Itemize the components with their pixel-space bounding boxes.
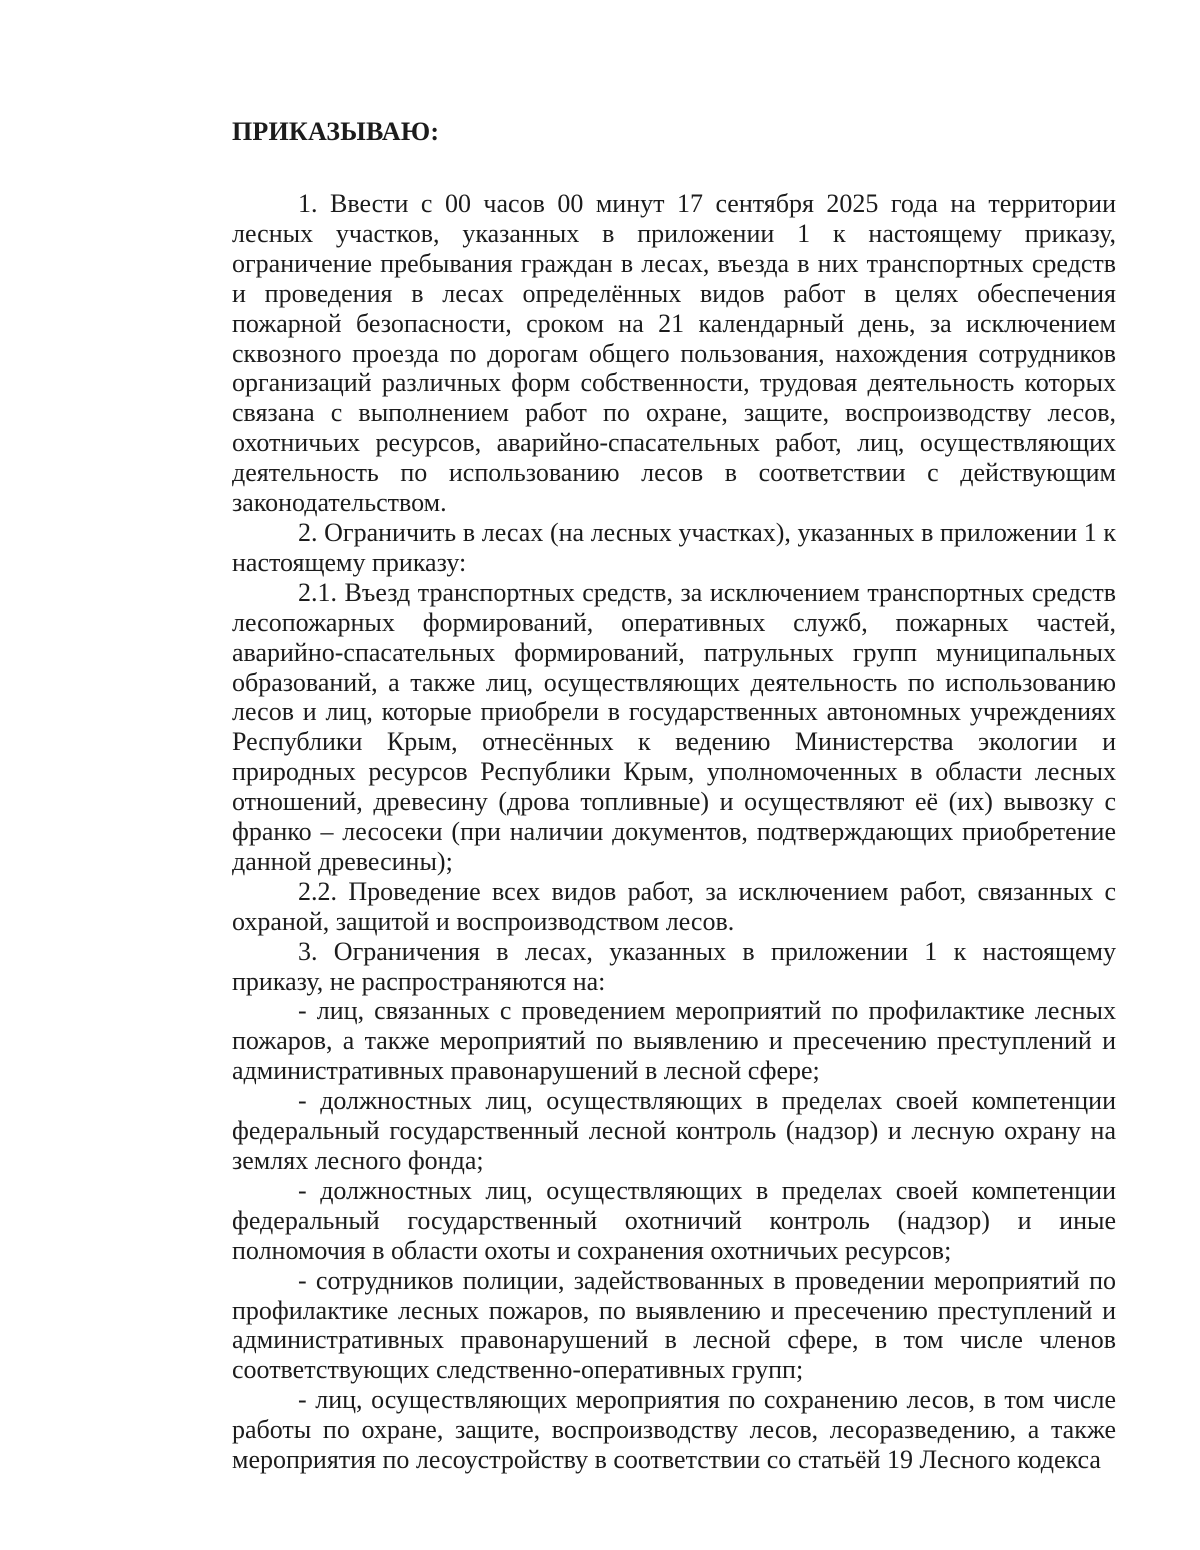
exception-item-4: - сотрудников полиции, задействованных в проведении мероприятий по профилактике лесных пожаров, по выявлению и пресечению преступлений и административных правонарушений в лесной сфере, в том числе членов соответствующих следственно-оперативных групп; (232, 1265, 1116, 1385)
paragraph-3: 3. Ограничения в лесах, указанных в приложении 1 к настоящему приказу, не распространяются на: (232, 936, 1116, 996)
exception-item-1: - лиц, связанных с проведением мероприятий по профилактике лесных пожаров, а также мероприятий по выявлению и пресечению преступлений и административных правонарушений в лесной сфере; (232, 996, 1116, 1086)
exception-item-3: - должностных лиц, осуществляющих в пределах своей компетенции федеральный государственный охотничий контроль (надзор) и иные полномочия в области охоты и сохранения охотничьих ресурсов; (232, 1175, 1116, 1265)
paragraph-2-1: 2.1. Въезд транспортных средств, за исключением транспортных средств лесопожарных формирований, оперативных служб, пожарных частей, аварийно-спасательных формирований, патрульных групп муниципальных образований, а также лиц, осуществляющих деятельность по использованию лесов и лиц, которые приобрели в государственных автономных учреждениях Республики Крым, отнесённых к ведению Министерства экологии и природных ресурсов Республики Крым, уполномоченных в области лесных отношений, древесину (дрова топливные) и осуществляют её (их) вывозку с франко – лесосеки (при наличии документов, подтверждающих приобретение данной древесины); (232, 577, 1116, 876)
document-body (232, 117, 1116, 1475)
paragraph-2: 2. Ограничить в лесах (на лесных участках), указанных в приложении 1 к настоящему приказу: (232, 517, 1116, 577)
exception-item-2: - должностных лиц, осуществляющих в пределах своей компетенции федеральный государственный лесной контроль (надзор) и лесную охрану на землях лесного фонда; (232, 1086, 1116, 1175)
paragraph-1: 1. Ввести с 00 часов 00 минут 17 сентября 2025 года на территории лесных участков, указанных в приложении 1 к настоящему приказу, ограничение пребывания граждан в лесах, въезда в них транспортных средств и проведения в лесах определённых видов работ в целях обеспечения пожарной безопасности, сроком на 21 календарный день, за исключением сквозного проезда по дорогам общего пользования, нахождения сотрудников организаций различных форм собственности, трудовая деятельность которых связана с выполнением работ по охране, защите, воспроизводству лесов, охотничьих ресурсов, аварийно-спасательных работ, лиц, осуществляющих деятельность по использованию лесов в соответствии с действующим законодательством. (232, 189, 1116, 518)
order-heading: ПРИКАЗЫВАЮ: (232, 117, 440, 146)
exception-item-5: - лиц, осуществляющих мероприятия по сохранению лесов, в том числе работы по охране, защите, воспроизводству лесов, лесоразведению, а также мероприятия по лесоустройству в соответствии со статьёй 19 Лесного кодекса (232, 1385, 1116, 1475)
paragraph-2-2: 2.2. Проведение всех видов работ, за исключением работ, связанных с охраной, защитой и воспроизводством лесов. (232, 876, 1116, 936)
